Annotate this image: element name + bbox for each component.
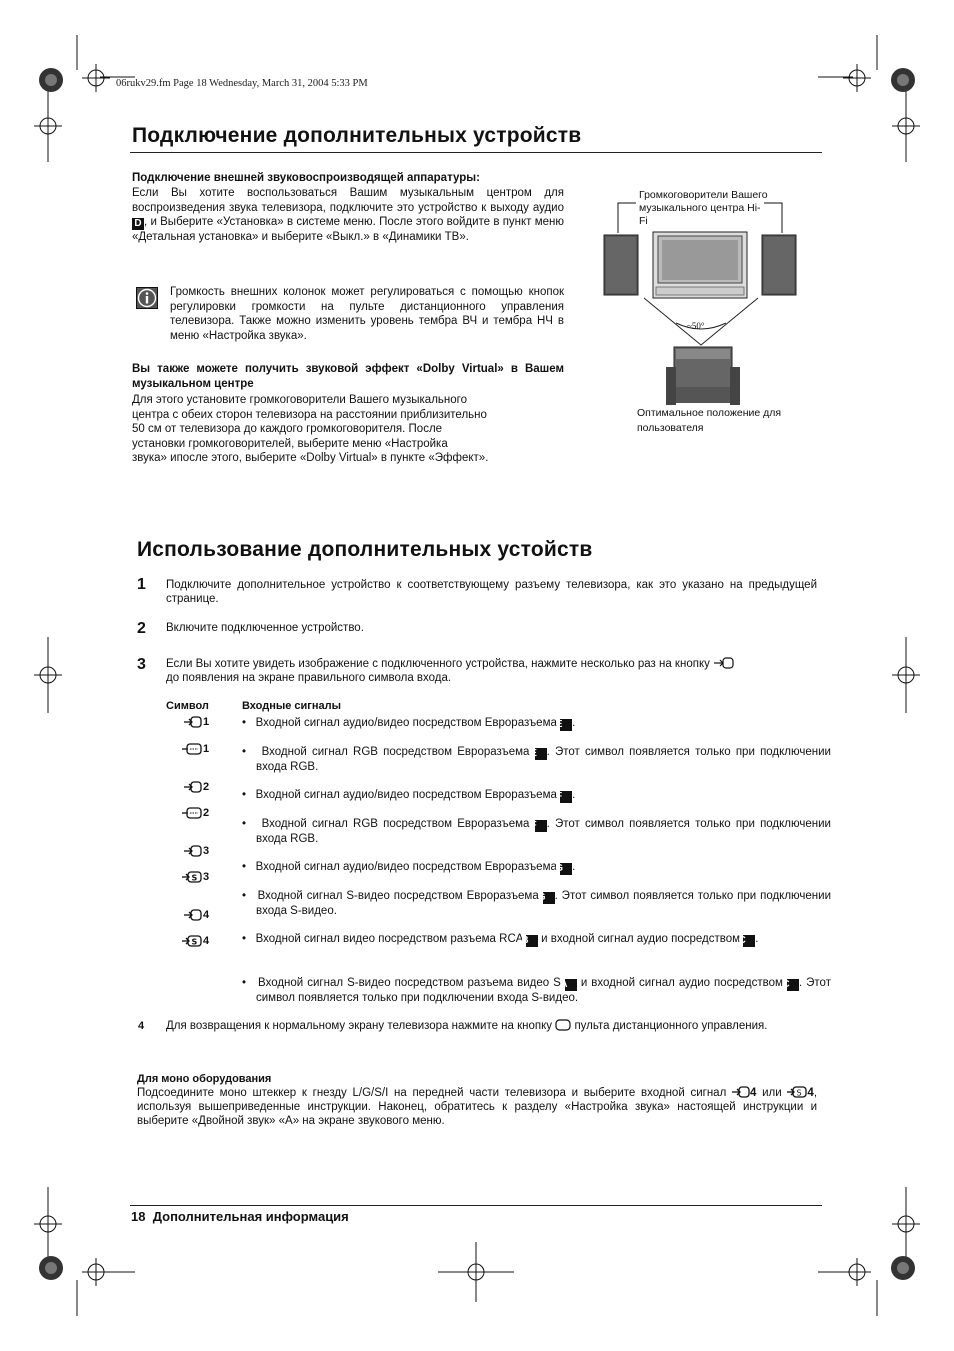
signal-item: • Входной сигнал S-видео посредством Евроразъема G . Этот символ появляется только при подключении входа S-видео.	[242, 890, 831, 917]
av-input-icon	[732, 1086, 750, 1098]
step-text: Включите подключенное устройство.	[166, 622, 364, 634]
signal-item: • Входной сигнал S-видео посредством разъема видео S A и входной сигнал аудио посредством C . Этот символ появляется только при подключении входа S-видео.	[242, 977, 831, 1004]
input-symbol-row: 2	[184, 781, 209, 793]
paragraph: Если Вы хотите воспользоваться Вашим музыкальным центром для воспроизведения звука телевизора, подключите это устройство к выходу аудио D , и Выберите «Установка» в системе меню. После этого войдите в пункт меню «Детальная установка» и выберите «Выкл.» в «Динамики ТВ».	[132, 187, 564, 244]
connector-letter: D	[132, 218, 144, 230]
svg-text:S: S	[191, 937, 198, 947]
input-select-icon	[713, 657, 735, 669]
speakers-label: Громкоговорители Вашего музыкального центра Hi-Fi	[639, 189, 768, 227]
av-input-icon	[184, 909, 202, 921]
file-header: 06rukv29.fm Page 18 Wednesday, March 31, 2004 5:33 PM	[116, 78, 368, 89]
paragraph: Для этого установите громкоговорители Вашего музыкального центра с обеих сторон телевизора на расстоянии приблизительно 50 см от телевизора до каждого громкоговорителя. После установки громкоговорителей, выберите меню «Настройка звука» ипосле этого, выберите «Dolby Virtual» в пункте «Эффект».	[132, 394, 489, 465]
step-text: Подключите дополнительное устройство к соответствующему разъему телевизора, как это указано на предыдущей странице.	[166, 579, 817, 605]
subsection-heading: Подключение внешней звуковоспроизводящей аппаратуры:	[132, 172, 480, 184]
footer-section: Дополнительная информация	[152, 1209, 349, 1224]
column-header-signals: Входные сигналы	[242, 700, 342, 712]
step-text: Для возвращения к нормальному экрану телевизора нажмите на кнопку пульта дистанционного управления.	[166, 1020, 768, 1032]
input-symbol-row: 4	[184, 909, 209, 921]
input-symbol-row: S 4	[182, 935, 209, 947]
signal-item: • Входной сигнал RGB посредством Евроразъема F . Этот символ появляется только при подключении входа RGB.	[242, 818, 831, 845]
title-rule	[130, 152, 822, 153]
position-label: Оптимальное положение для пользователя	[637, 407, 782, 434]
section-title: Использование дополнительных устойств	[137, 538, 593, 561]
av-input-icon	[184, 845, 202, 857]
footer-rule	[130, 1205, 822, 1206]
input-symbol-row: S 3	[182, 871, 209, 883]
mono-heading: Для моно оборудования	[137, 1073, 272, 1085]
step-number: 4	[138, 1020, 145, 1032]
rgb-input-icon	[182, 807, 202, 819]
signal-item: • Входной сигнал аудио/видео посредством Евроразъема G .	[242, 861, 576, 874]
input-symbol-row: 2	[182, 807, 209, 819]
signal-item: • Входной сигнал видео посредством разъема RCA B и входной сигнал аудио посредством C .	[242, 933, 759, 946]
step-number: 3	[137, 656, 146, 673]
signal-item: • Входной сигнал RGB посредством Евроразъема E . Этот символ появляется только при подключении входа RGB.	[242, 746, 831, 773]
tv-mode-icon	[555, 1019, 571, 1031]
section-title: Подключение дополнительных устройств	[132, 124, 582, 147]
subsection-heading: Вы также можете получить звуковой эффект «Dolby Virtual» в Вашем музыкальном центре	[132, 363, 564, 390]
note-text: Громкость внешних колонок может регулироваться с помощью кнопок регулировки громкости на пульте дистанционного управления телевизора. Также можно изменить уровень тембра ВЧ и тембра НЧ в меню «Настройка звука».	[170, 286, 564, 342]
av-input-icon	[184, 781, 202, 793]
signal-item: • Входной сигнал аудио/видео посредством Евроразъема E .	[242, 717, 576, 730]
angle-label: ~50°	[687, 321, 705, 331]
av-input-icon	[184, 716, 202, 728]
column-header-symbol: Символ	[166, 700, 209, 712]
step-number: 1	[137, 576, 146, 593]
mono-text: Подсоедините моно штеккер к гнезду L/G/S/I на передней части телевизора и выберите входной сигнал 4 или S 4, используя вышеприведенные инструкции. Наконец, обратитесь к разделу «Настройка звука» настоящей инструкции и выберите «Двойной звук» «А» на экране звукового меню.	[137, 1087, 818, 1127]
input-symbol-row: 3	[184, 845, 209, 857]
signal-item: • Входной сигнал аудио/видео посредством Евроразъема F .	[242, 789, 576, 802]
svg-text:S: S	[796, 1088, 802, 1098]
page-number: 18	[131, 1209, 146, 1224]
svideo-input-icon	[182, 935, 202, 947]
footer	[131, 1209, 349, 1224]
svg-text:S: S	[191, 873, 198, 883]
rgb-input-icon	[182, 743, 202, 755]
input-symbol-row: 1	[182, 743, 209, 755]
step-number: 2	[137, 620, 146, 637]
svideo-input-icon	[182, 871, 202, 883]
step-text: Если Вы хотите увидеть изображение с подключенного устройства, нажмите несколько раз на кнопку до появления на экране правильного символа входа.	[166, 657, 817, 685]
info-icon	[136, 287, 158, 309]
input-symbol-row: 1	[184, 716, 209, 728]
svideo-input-icon	[787, 1086, 807, 1098]
